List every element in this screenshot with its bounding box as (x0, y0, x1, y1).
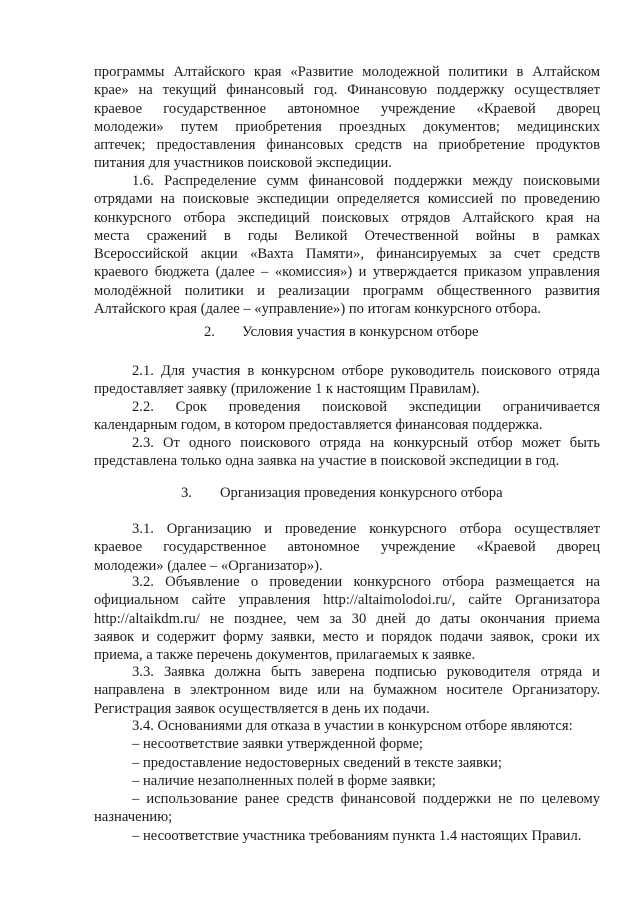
text-line: 2.1. Для участия в конкурсном отборе руководитель поискового отряда (132, 363, 600, 379)
list-item: – использование ранее средств финансовой поддержки не по целевому (132, 791, 600, 808)
list-item: – несоответствие заявки утвержденной форме; (132, 736, 423, 753)
paragraph-2-3 (94, 434, 600, 471)
text-line: места сражений в годы Великой Отечественной войны в рамках (94, 227, 600, 244)
text-line: отрядами на поисковые экспедиции определяется комиссией по проведению (94, 191, 600, 208)
text-line: Всероссийской акции «Вахта Памяти», финансируемых за счет средств (94, 246, 600, 263)
paragraph-1-6 (94, 172, 600, 318)
text-line: питания для участников поисковой экспедиции. (94, 155, 392, 172)
text-line: 2.2. Срок проведения поисковой экспедиции ограничивается (132, 399, 600, 415)
section-number: 3. (181, 485, 192, 501)
paragraph-3-3 (94, 663, 600, 718)
section-title: Организация проведения конкурсного отбора (220, 485, 503, 501)
text-line: Регистрация заявок осуществляется в день их подачи. (94, 700, 430, 717)
text-line: молодежи» путем приобретения проездных документов; медицинских (94, 118, 600, 135)
text-line: направлена в электронном виде или на бумажном носителе Организатору. (94, 682, 600, 699)
text-line: 3.2. Объявление о проведении конкурсного отбора размещается на (132, 574, 600, 590)
paragraph-intro (94, 63, 600, 173)
paragraph-2-1 (94, 362, 600, 399)
text-line: краевое государственное автономное учреждение «Краевой дворец (94, 100, 600, 117)
section-title: Условия участия в конкурсном отборе (242, 324, 479, 340)
list-item: – наличие незаполненных полей в форме заявки; (132, 772, 436, 789)
text-line: аптечек; предоставления финансовых средств на приобретение продуктов (94, 137, 600, 154)
text-line: приема, а также перечень документов, прилагаемых к заявке. (94, 647, 476, 664)
section-number: 2. (204, 324, 215, 340)
text-line: календарным годом, в котором предоставляется финансовая поддержка. (94, 417, 543, 434)
text-line: 3.1. Организацию и проведение конкурсного отбора осуществляет (132, 521, 600, 537)
paragraph-3-4 (94, 717, 600, 845)
text-line: предоставляет заявку (приложение 1 к настоящим Правилам). (94, 381, 480, 398)
paragraph-2-2 (94, 398, 600, 435)
text-line: Алтайского края (далее – «управление») по итогам конкурсного отбора. (94, 301, 541, 318)
list-item: – предоставление недостоверных сведений в тексте заявки; (132, 754, 502, 771)
paragraph-3-2 (94, 573, 600, 664)
text-line: заявок и содержит форму заявки, место и порядок подачи заявок, сроки их (94, 628, 600, 645)
section-heading-2 (94, 323, 600, 341)
paragraph-3-1 (94, 520, 600, 575)
text-line: официальном сайте управления http://altaimolodoi.ru/, сайте Организатора (94, 592, 600, 609)
text-line: назначению; (94, 809, 173, 826)
text-line: 3.4. Основаниями для отказа в участии в конкурсном отборе являются: (132, 718, 573, 734)
text-line: молодёжной политики и реализации программ общественного развития (94, 282, 600, 299)
text-line: крае» на текущий финансовый год. Финансовую поддержку осуществляет (94, 82, 600, 99)
text-line: 3.3. Заявка должна быть заверена подписью руководителя отряда и (132, 664, 600, 680)
text-line: программы Алтайского края «Развитие молодежной политики в Алтайском (94, 64, 600, 80)
section-heading-3 (94, 484, 600, 502)
text-line: http://altaikdm.ru/ не позднее, чем за 30 дней до даты окончания приема (94, 610, 600, 627)
text-line: 1.6. Распределение сумм финансовой поддержки между поисковыми (132, 173, 600, 189)
text-line: краевого бюджета (далее – «комиссия») и утверждается приказом управления (94, 264, 600, 281)
text-line: 2.3. От одного поискового отряда на конкурсный отбор может быть (132, 435, 600, 451)
text-line: молодежи» (далее – «Организатор»). (94, 557, 323, 574)
text-line: краевое государственное автономное учреждение «Краевой дворец (94, 539, 600, 556)
text-line: представлена только одна заявка на участие в поисковой экспедиции в год. (94, 453, 560, 470)
text-line: конкурсного отбора экспедиций поисковых отрядов Алтайского края на (94, 209, 600, 226)
list-item: – несоответствие участника требованиям пункта 1.4 настоящих Правил. (132, 827, 582, 844)
